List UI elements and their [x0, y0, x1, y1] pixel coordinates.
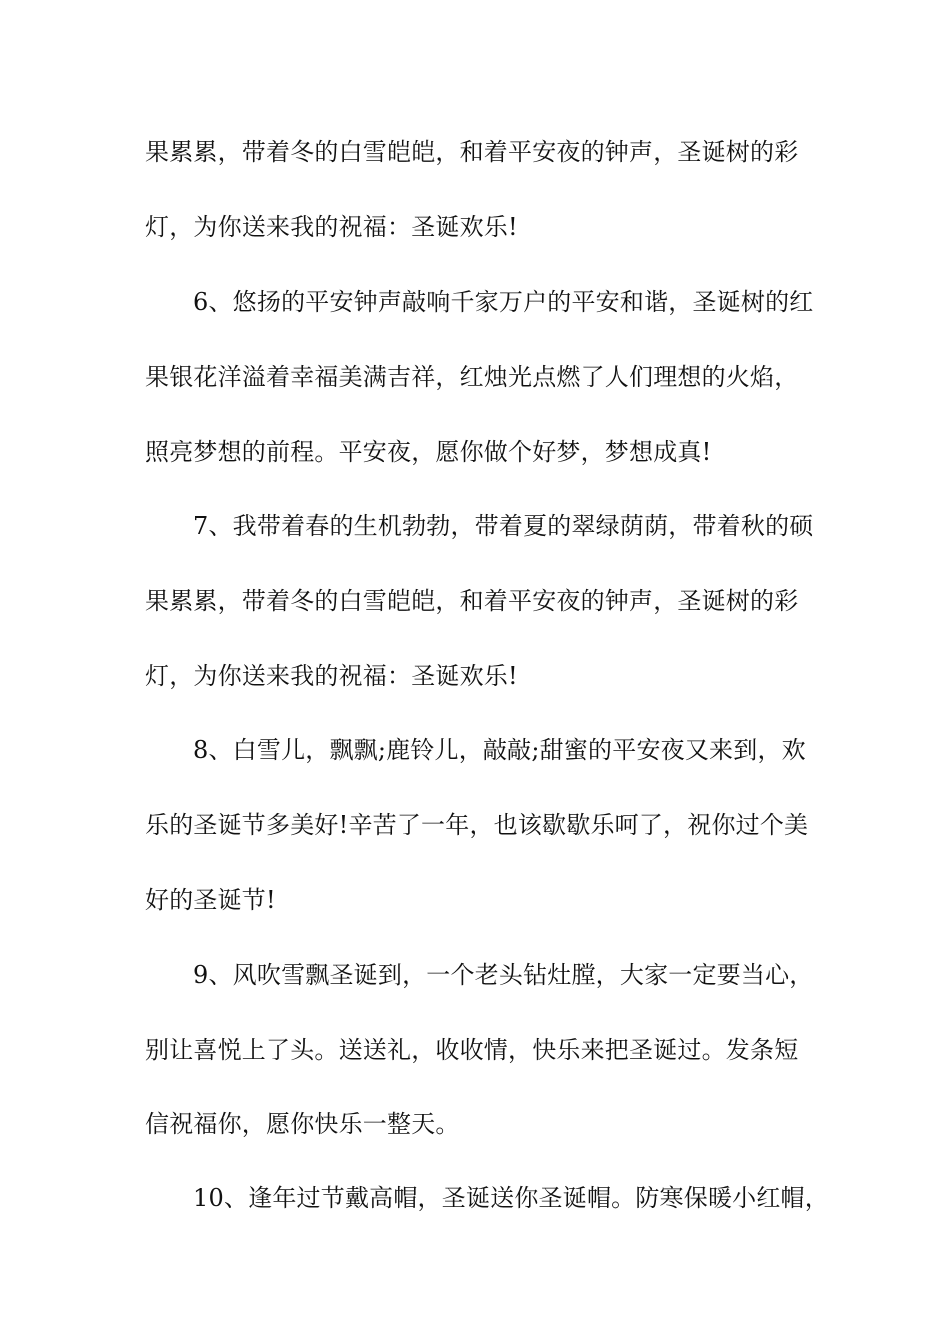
paragraph-6-first-line: 6、悠扬的平安钟声敲响千家万户的平安和谐，圣诞树的红 [193, 288, 814, 316]
text-line: 灯，为你送来我的祝福：圣诞欢乐! [145, 662, 518, 690]
paragraph-9-first-line: 9、风吹雪飘圣诞到，一个老头钻灶膛，大家一定要当心， [193, 961, 814, 989]
text-line: 果银花洋溢着幸福美满吉祥，红烛光点燃了人们理想的火焰， [145, 363, 799, 391]
text-line: 果累累，带着冬的白雪皑皑，和着平安夜的钟声，圣诞树的彩 [145, 587, 799, 615]
text-line: 照亮梦想的前程。平安夜，愿你做个好梦，梦想成真! [145, 438, 712, 466]
paragraph-7-first-line: 7、我带着春的生机勃勃，带着夏的翠绿荫荫，带着秋的硕 [193, 512, 814, 540]
text-line: 别让喜悦上了头。送送礼，收收情，快乐来把圣诞过。发条短 [145, 1036, 799, 1064]
paragraph-8-first-line: 8、白雪儿，飘飘;鹿铃儿，敲敲;甜蜜的平安夜又来到，欢 [193, 736, 806, 764]
paragraph-10-first-line: 10、逢年过节戴高帽，圣诞送你圣诞帽。防寒保暖小红帽， [193, 1184, 829, 1212]
text-line: 灯，为你送来我的祝福：圣诞欢乐! [145, 213, 518, 241]
text-line: 信祝福你，愿你快乐一整天。 [145, 1110, 460, 1138]
text-line: 果累累，带着冬的白雪皑皑，和着平安夜的钟声，圣诞树的彩 [145, 138, 799, 166]
text-line: 好的圣诞节! [145, 886, 276, 914]
text-line: 乐的圣诞节多美好!辛苦了一年，也该歇歇乐呵了，祝你过个美 [145, 811, 809, 839]
